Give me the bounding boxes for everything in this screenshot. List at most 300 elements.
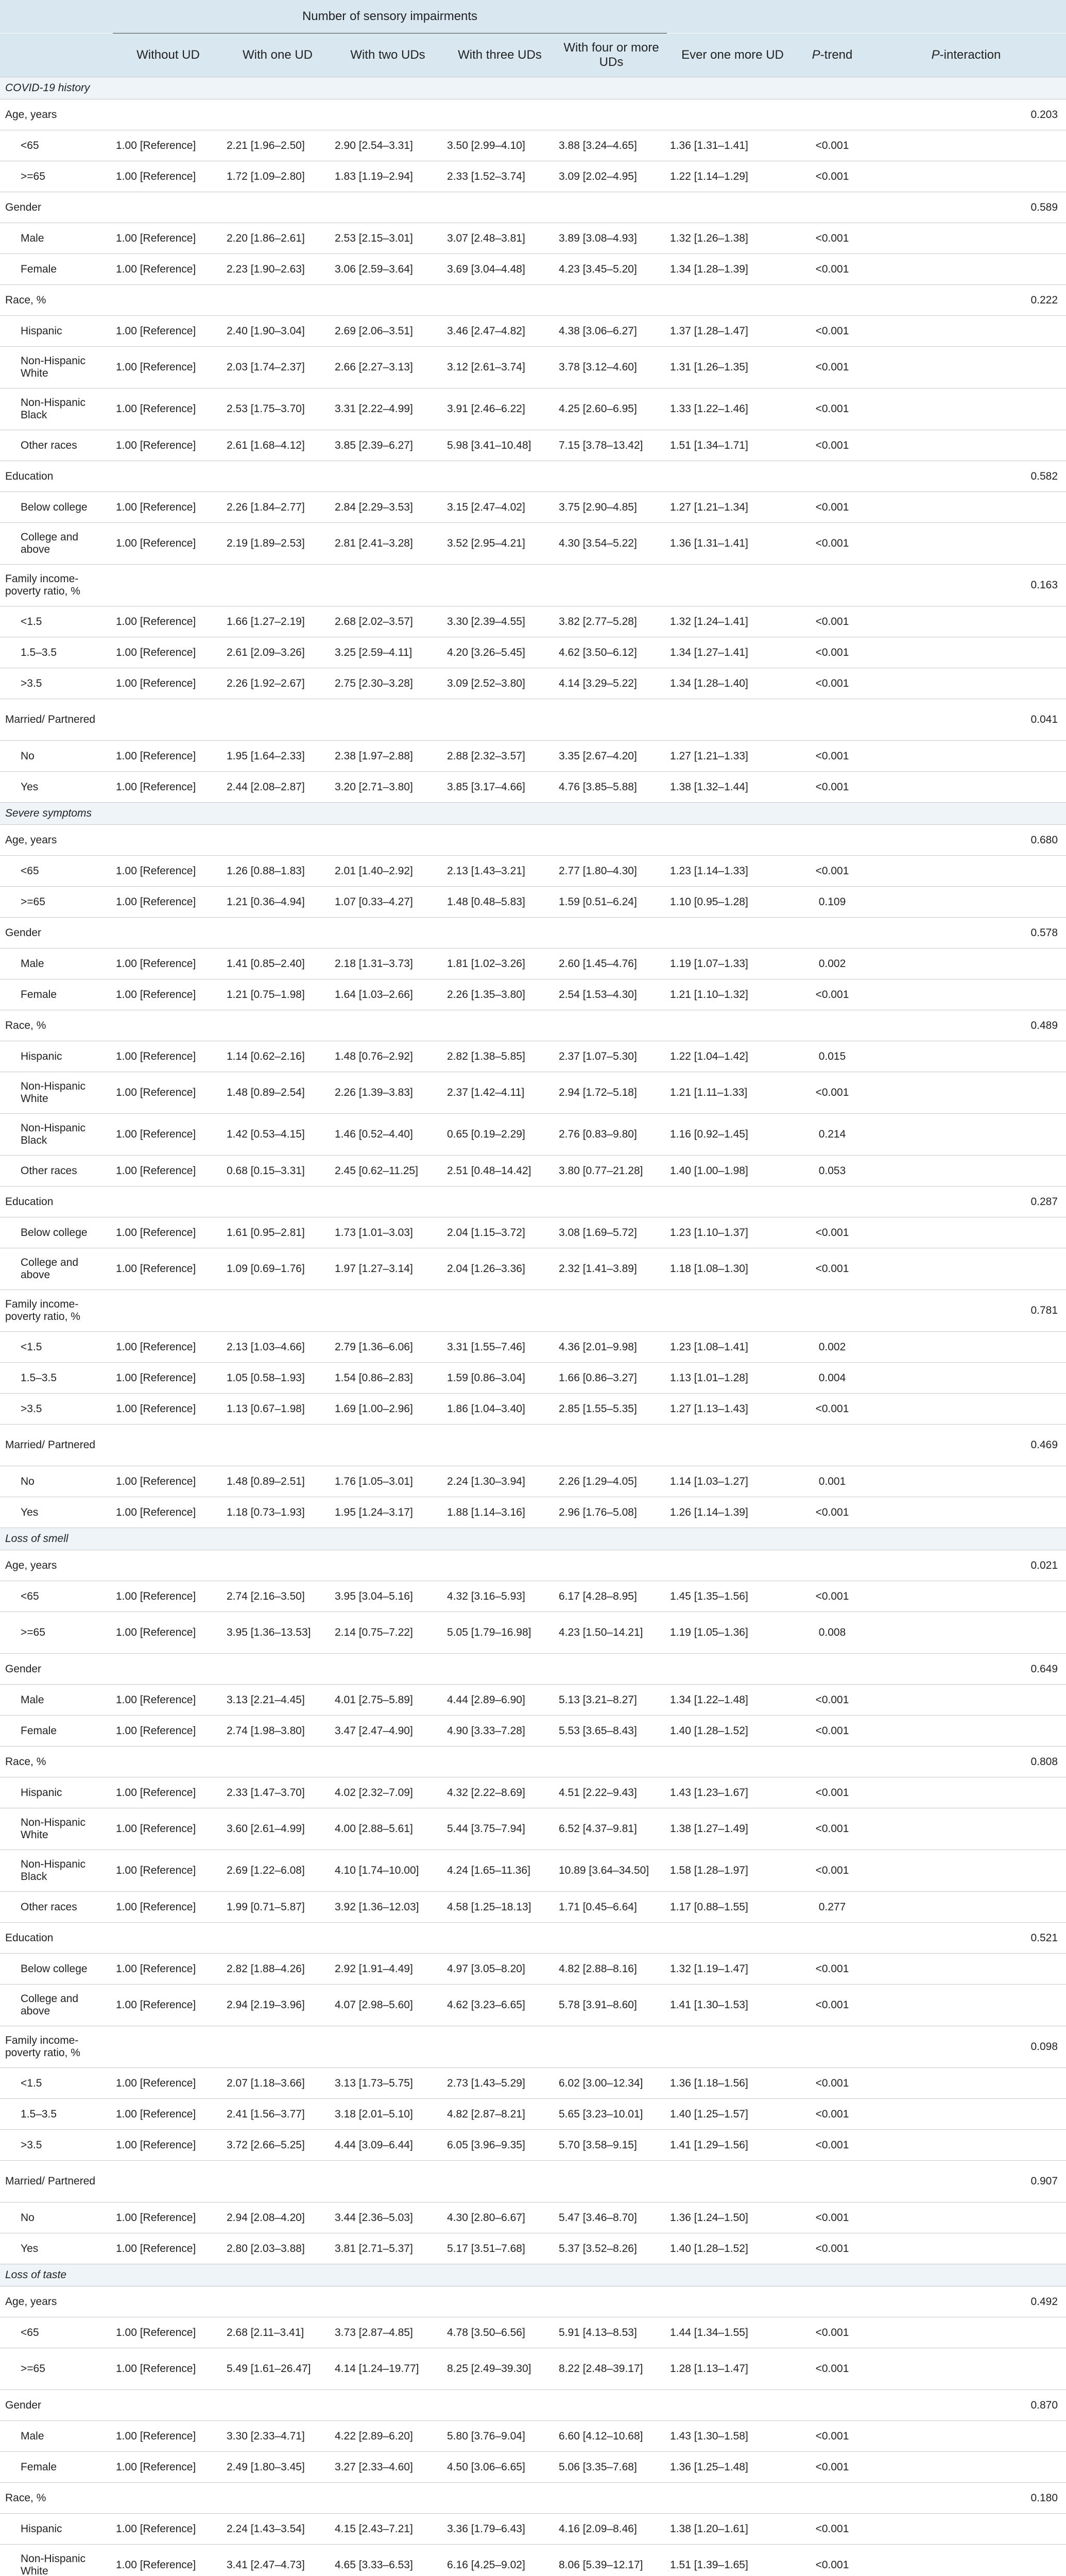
group-label: Family income-poverty ratio, % [0,1290,113,1332]
p-trend-cell [798,1187,866,1217]
p-trend-cell: 0.015 [798,1041,866,1072]
p-trend-cell [798,2286,866,2317]
p-trend-cell: <0.001 [798,1808,866,1850]
or-cell: 3.27 [2.33–4.60] [332,2452,444,2483]
p-trend-cell: <0.001 [798,347,866,388]
or-cell: 4.07 [2.98–5.60] [332,1985,444,2026]
row-label: Female [0,979,113,1010]
p-trend-cell: <0.001 [798,316,866,347]
p-interaction-cell [866,1850,1066,1892]
or-cell: 4.62 [3.23–6.65] [444,1985,556,2026]
or-cell: 4.90 [3.33–7.28] [444,1716,556,1747]
or-cell [444,2161,556,2202]
table-row [0,1072,1066,1114]
row-label: No [0,1466,113,1497]
p-trend-cell: <0.001 [798,1685,866,1716]
p-interaction-cell [866,979,1066,1010]
row-label: Yes [0,772,113,803]
or-cell: 1.32 [1.19–1.47] [667,1954,798,1985]
p-interaction-cell: 0.021 [866,1550,1066,1581]
or-cell [556,825,667,856]
p-interaction-cell [866,316,1066,347]
p-trend-cell: <0.001 [798,2545,866,2576]
or-cell: 1.21 [0.75–1.98] [223,979,332,1010]
or-cell: 1.00 [Reference] [113,1685,223,1716]
p-trend-cell: <0.001 [798,1394,866,1425]
or-cell: 1.13 [0.67–1.98] [223,1394,332,1425]
or-cell [113,1747,223,1777]
or-cell [223,1187,332,1217]
or-cell [113,2483,223,2514]
table-row [0,2068,1066,2099]
or-cell: 1.00 [Reference] [113,1248,223,1290]
or-cell: 2.90 [2.54–3.31] [332,130,444,161]
table-row [0,1581,1066,1612]
or-cell: 4.76 [3.85–5.88] [556,772,667,803]
or-cell: 3.69 [3.04–4.48] [444,254,556,285]
or-cell: 1.36 [1.24–1.50] [667,2202,798,2233]
p-trend-cell [798,918,866,948]
or-cell [332,1747,444,1777]
or-cell [113,99,223,130]
or-cell: 1.42 [0.53–4.15] [223,1114,332,1156]
p-trend-cell [798,1290,866,1332]
group-row [0,918,1066,948]
or-cell: 6.60 [4.12–10.68] [556,2421,667,2452]
table-row [0,1685,1066,1716]
group-label: Age, years [0,99,113,130]
p-interaction-cell: 0.180 [866,2483,1066,2514]
table-row [0,388,1066,430]
or-cell: 3.20 [2.71–3.80] [332,772,444,803]
p-trend-cell: <0.001 [798,1072,866,1114]
p-trend-cell: <0.001 [798,2233,866,2264]
or-cell [667,192,798,223]
or-cell [667,1747,798,1777]
p-trend-cell: <0.001 [798,637,866,668]
or-cell: 1.40 [1.25–1.57] [667,2099,798,2130]
p-trend-cell: <0.001 [798,1777,866,1808]
or-cell: 2.40 [1.90–3.04] [223,316,332,347]
p-interaction-cell [866,254,1066,285]
or-cell: 2.33 [1.52–3.74] [444,161,556,192]
or-cell: 1.23 [1.14–1.33] [667,856,798,887]
or-cell [113,2390,223,2421]
or-cell: 5.53 [3.65–8.43] [556,1716,667,1747]
or-cell [332,918,444,948]
or-cell: 2.53 [2.15–3.01] [332,223,444,254]
p-trend-cell [798,825,866,856]
or-cell: 1.00 [Reference] [113,887,223,918]
or-cell: 2.45 [0.62–11.25] [332,1156,444,1187]
or-cell: 3.78 [3.12–4.60] [556,347,667,388]
or-cell [556,192,667,223]
or-cell: 2.88 [2.32–3.57] [444,741,556,772]
or-cell: 1.41 [1.29–1.56] [667,2130,798,2161]
or-cell: 1.00 [Reference] [113,388,223,430]
or-cell: 1.00 [Reference] [113,2317,223,2348]
or-cell: 1.34 [1.22–1.48] [667,1685,798,1716]
group-label: Family income-poverty ratio, % [0,565,113,606]
or-cell [332,2161,444,2202]
group-row [0,192,1066,223]
or-cell: 1.66 [1.27–2.19] [223,606,332,637]
or-cell [113,918,223,948]
or-cell: 5.80 [3.76–9.04] [444,2421,556,2452]
row-label: Below college [0,1954,113,1985]
p-interaction-cell [866,1985,1066,2026]
p-interaction-cell [866,1716,1066,1747]
or-cell: 4.23 [1.50–14.21] [556,1612,667,1654]
or-cell: 2.53 [1.75–3.70] [223,388,332,430]
or-cell [667,99,798,130]
or-cell: 2.68 [2.11–3.41] [223,2317,332,2348]
or-cell: 1.54 [0.86–2.83] [332,1363,444,1394]
or-cell [113,2161,223,2202]
or-cell: 1.00 [Reference] [113,1954,223,1985]
or-cell: 2.77 [1.80–4.30] [556,856,667,887]
or-cell: 3.75 [2.90–4.85] [556,492,667,523]
or-cell: 5.98 [3.41–10.48] [444,430,556,461]
group-row [0,1010,1066,1041]
p-trend-cell: <0.001 [798,388,866,430]
or-cell [444,825,556,856]
p-trend-cell: <0.001 [798,430,866,461]
table-row [0,1114,1066,1156]
or-cell: 1.59 [0.51–6.24] [556,887,667,918]
or-cell: 1.64 [1.03–2.66] [332,979,444,1010]
p-trend-cell [798,1923,866,1954]
or-cell: 10.89 [3.64–34.50] [556,1850,667,1892]
or-cell: 2.14 [0.75–7.22] [332,1612,444,1654]
or-cell: 4.20 [3.26–5.45] [444,637,556,668]
or-cell [556,2286,667,2317]
or-cell: 2.33 [1.47–3.70] [223,1777,332,1808]
or-cell: 3.07 [2.48–3.81] [444,223,556,254]
p-interaction-cell [866,856,1066,887]
or-cell [667,699,798,741]
or-cell [444,2026,556,2068]
row-label: >3.5 [0,1394,113,1425]
or-cell: 6.17 [4.28–8.95] [556,1581,667,1612]
row-label: Below college [0,1217,113,1248]
or-cell [556,2483,667,2514]
or-cell: 2.01 [1.40–2.92] [332,856,444,887]
group-row [0,2390,1066,2421]
group-row [0,1654,1066,1685]
or-cell: 4.82 [2.88–8.16] [556,1954,667,1985]
or-cell: 4.14 [1.24–19.77] [332,2348,444,2390]
p-interaction-cell [866,1581,1066,1612]
or-cell: 1.19 [1.05–1.36] [667,1612,798,1654]
group-label: Gender [0,1654,113,1685]
row-label: Hispanic [0,1041,113,1072]
or-cell: 6.05 [3.96–9.35] [444,2130,556,2161]
or-cell: 1.34 [1.27–1.41] [667,637,798,668]
group-row [0,285,1066,316]
or-cell: 3.88 [3.24–4.65] [556,130,667,161]
p-trend-cell: 0.109 [798,887,866,918]
table-row [0,2099,1066,2130]
table-row [0,1466,1066,1497]
table-row [0,492,1066,523]
or-cell [444,1290,556,1332]
header-blank [0,0,113,33]
or-cell: 3.08 [1.69–5.72] [556,1217,667,1248]
p-interaction-cell [866,1777,1066,1808]
group-row [0,2286,1066,2317]
table-row [0,2317,1066,2348]
or-cell: 1.97 [1.27–3.14] [332,1248,444,1290]
or-cell: 1.00 [Reference] [113,492,223,523]
header-col-two-uds: With two UDs [332,33,444,77]
table-row [0,1612,1066,1654]
or-cell: 2.26 [1.35–3.80] [444,979,556,1010]
or-cell: 3.18 [2.01–5.10] [332,2099,444,2130]
table-row [0,1892,1066,1923]
or-cell: 2.18 [1.31–3.73] [332,948,444,979]
or-cell [332,1010,444,1041]
or-cell [332,461,444,492]
table-row [0,2421,1066,2452]
or-cell [223,1923,332,1954]
p-trend-cell [798,99,866,130]
p-interaction-cell [866,1612,1066,1654]
or-cell: 1.00 [Reference] [113,1777,223,1808]
or-cell: 2.85 [1.55–5.35] [556,1394,667,1425]
or-cell: 1.99 [0.71–5.87] [223,1892,332,1923]
or-cell: 1.19 [1.07–1.33] [667,948,798,979]
or-cell [113,565,223,606]
p-trend-cell [798,699,866,741]
table-row [0,130,1066,161]
p-interaction-cell: 0.469 [866,1425,1066,1466]
or-cell [667,285,798,316]
or-cell: 1.48 [0.89–2.51] [223,1466,332,1497]
or-cell [444,1187,556,1217]
or-cell: 4.22 [2.89–6.20] [332,2421,444,2452]
p-interaction-cell [866,2317,1066,2348]
row-label: Yes [0,1497,113,1528]
or-cell: 4.44 [2.89–6.90] [444,1685,556,1716]
or-cell [223,99,332,130]
p-interaction-cell: 0.521 [866,1923,1066,1954]
p-interaction-cell: 0.222 [866,285,1066,316]
table-row [0,2545,1066,2576]
or-cell: 1.48 [0.76–2.92] [332,1041,444,1072]
or-cell: 4.62 [3.50–6.12] [556,637,667,668]
group-row [0,1425,1066,1466]
or-cell [444,2483,556,2514]
table-row [0,856,1066,887]
or-cell [113,461,223,492]
or-cell: 2.26 [1.39–3.83] [332,1072,444,1114]
or-cell: 3.91 [2.46–6.22] [444,388,556,430]
or-cell: 1.00 [Reference] [113,637,223,668]
or-cell: 1.00 [Reference] [113,1394,223,1425]
or-cell: 1.32 [1.24–1.41] [667,606,798,637]
or-cell: 4.00 [2.88–5.61] [332,1808,444,1850]
table-body [0,77,1066,2576]
p-trend-cell: <0.001 [798,130,866,161]
or-cell [113,192,223,223]
or-cell: 4.38 [3.06–6.27] [556,316,667,347]
section-row [0,803,1066,825]
table-row [0,1332,1066,1363]
or-cell [667,1187,798,1217]
p-interaction-cell [866,606,1066,637]
or-cell: 3.15 [2.47–4.02] [444,492,556,523]
section-title: COVID-19 history [0,77,1066,99]
or-cell [556,1187,667,1217]
or-cell: 1.32 [1.26–1.38] [667,223,798,254]
or-cell: 7.15 [3.78–13.42] [556,430,667,461]
row-label: Hispanic [0,316,113,347]
p-interaction-cell: 0.781 [866,1290,1066,1332]
row-label: Hispanic [0,1777,113,1808]
table-row [0,1217,1066,1248]
p-interaction-cell [866,1808,1066,1850]
table-row [0,1808,1066,1850]
or-cell: 3.36 [1.79–6.43] [444,2514,556,2545]
or-cell: 2.13 [1.03–4.66] [223,1332,332,1363]
or-cell: 2.07 [1.18–3.66] [223,2068,332,2099]
or-cell [667,918,798,948]
or-cell: 2.04 [1.15–3.72] [444,1217,556,1248]
p-trend-cell: 0.214 [798,1114,866,1156]
p-trend-cell: <0.001 [798,2348,866,2390]
or-cell: 1.26 [1.14–1.39] [667,1497,798,1528]
or-cell: 3.89 [3.08–4.93] [556,223,667,254]
or-cell: 2.94 [1.72–5.18] [556,1072,667,1114]
or-cell: 3.81 [2.71–5.37] [332,2233,444,2264]
p-interaction-cell [866,772,1066,803]
p-trend-cell: 0.002 [798,1332,866,1363]
or-cell [556,1923,667,1954]
or-cell: 1.27 [1.21–1.33] [667,741,798,772]
or-cell: 4.44 [3.09–6.44] [332,2130,444,2161]
group-row [0,1923,1066,1954]
table-row [0,254,1066,285]
table-row [0,1777,1066,1808]
or-cell: 2.04 [1.26–3.36] [444,1248,556,1290]
p-trend-cell: <0.001 [798,2099,866,2130]
or-cell [444,192,556,223]
or-cell: 1.00 [Reference] [113,668,223,699]
or-cell [556,285,667,316]
or-cell: 3.50 [2.99–4.10] [444,130,556,161]
or-cell: 3.30 [2.33–4.71] [223,2421,332,2452]
table-row [0,887,1066,918]
or-cell [444,699,556,741]
row-label: Hispanic [0,2514,113,2545]
p-interaction-cell [866,2068,1066,2099]
row-label: >3.5 [0,668,113,699]
section-title: Loss of smell [0,1528,1066,1550]
or-cell [113,2026,223,2068]
or-cell: 1.00 [Reference] [113,1332,223,1363]
or-cell: 3.44 [2.36–5.03] [332,2202,444,2233]
p-trend-cell: <0.001 [798,772,866,803]
p-trend-cell [798,2390,866,2421]
or-cell: 2.74 [2.16–3.50] [223,1581,332,1612]
or-cell: 1.00 [Reference] [113,1217,223,1248]
table-row [0,948,1066,979]
or-cell: 2.66 [2.27–3.13] [332,347,444,388]
table-row [0,606,1066,637]
or-cell [223,699,332,741]
or-cell: 3.06 [2.59–3.64] [332,254,444,285]
or-cell: 5.37 [3.52–8.26] [556,2233,667,2264]
or-cell: 1.81 [1.02–3.26] [444,948,556,979]
or-cell: 1.43 [1.23–1.67] [667,1777,798,1808]
or-cell: 1.66 [0.86–3.27] [556,1363,667,1394]
header-col-one-ud: With one UD [223,33,332,77]
or-cell: 1.00 [Reference] [113,1466,223,1497]
or-cell: 5.05 [1.79–16.98] [444,1612,556,1654]
p-trend-cell: <0.001 [798,2421,866,2452]
p-interaction-cell [866,2099,1066,2130]
or-cell [113,1187,223,1217]
p-interaction-cell [866,1954,1066,1985]
p-interaction-cell [866,2202,1066,2233]
row-label: Male [0,2421,113,2452]
or-cell: 2.38 [1.97–2.88] [332,741,444,772]
or-cell: 3.95 [3.04–5.16] [332,1581,444,1612]
p-trend-cell: 0.277 [798,1892,866,1923]
or-cell: 6.52 [4.37–9.81] [556,1808,667,1850]
or-cell: 2.37 [1.42–4.11] [444,1072,556,1114]
p-trend-cell: <0.001 [798,523,866,565]
row-label: >3.5 [0,2130,113,2161]
or-cell: 4.36 [2.01–9.98] [556,1332,667,1363]
row-label: Non-Hispanic Black [0,1850,113,1892]
row-label: Female [0,254,113,285]
or-cell [223,2161,332,2202]
or-cell: 1.36 [1.31–1.41] [667,130,798,161]
p-trend-cell [798,192,866,223]
or-cell: 1.51 [1.39–1.65] [667,2545,798,2576]
or-cell: 4.25 [2.60–6.95] [556,388,667,430]
or-cell: 4.65 [3.33–6.53] [332,2545,444,2576]
or-cell: 3.13 [1.73–5.75] [332,2068,444,2099]
or-cell: 1.71 [0.45–6.64] [556,1892,667,1923]
or-cell [332,285,444,316]
row-label: Below college [0,492,113,523]
p-interaction-cell [866,948,1066,979]
group-label: Gender [0,192,113,223]
or-cell [444,918,556,948]
or-cell: 8.22 [2.48–39.17] [556,2348,667,2390]
or-cell: 2.94 [2.19–3.96] [223,1985,332,2026]
or-cell [223,461,332,492]
or-cell: 1.18 [1.08–1.30] [667,1248,798,1290]
p-trend-cell: <0.001 [798,2317,866,2348]
or-cell: 1.34 [1.28–1.39] [667,254,798,285]
or-cell: 4.24 [1.65–11.36] [444,1850,556,1892]
or-cell: 6.02 [3.00–12.34] [556,2068,667,2099]
row-label: <65 [0,2317,113,2348]
p-trend-cell [798,1550,866,1581]
p-trend-cell: <0.001 [798,979,866,1010]
or-cell [444,1550,556,1581]
or-cell: 1.14 [0.62–2.16] [223,1041,332,1072]
group-row [0,1550,1066,1581]
table-row [0,430,1066,461]
or-cell: 1.73 [1.01–3.03] [332,1217,444,1248]
p-interaction-cell [866,1685,1066,1716]
p-interaction-cell [866,668,1066,699]
